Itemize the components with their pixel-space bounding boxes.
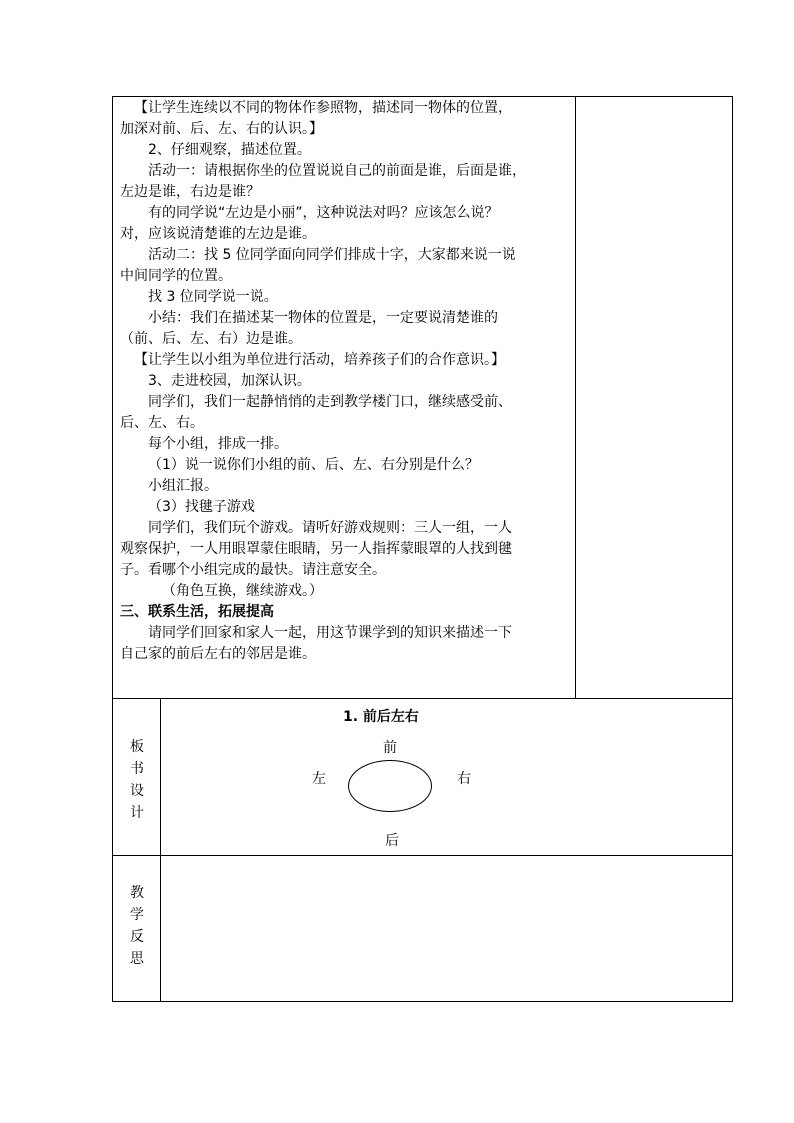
label-char: 书: [130, 761, 144, 777]
label-char: 板: [130, 739, 144, 755]
text-line: 找 3 位同学说一说。: [148, 289, 278, 305]
text-line: （角色互换，继续游戏。）: [162, 583, 323, 599]
text-line: 对，应该说清楚谁的左边是谁。: [120, 226, 316, 242]
section-heading: 三、联系生活，拓展提高: [120, 604, 274, 620]
label-char: 计: [130, 805, 144, 821]
text-line: 同学们，我们一起静悄悄的走到教学楼门口，继续感受前、: [148, 394, 512, 410]
label-char: 反: [130, 929, 144, 945]
text-line: 小组汇报。: [148, 478, 218, 494]
label-char: 思: [130, 951, 144, 967]
label-char: 教: [130, 885, 144, 901]
text-line: 活动一：请根据你坐的位置说说自己的前面是谁，后面是谁，: [148, 163, 526, 179]
board-ellipse: [348, 760, 432, 812]
text-line: 活动二：找 5 位同学面向同学们排成十字，大家都来说一说: [148, 247, 516, 263]
text-line: 观察保护，一人用眼罩蒙住眼睛，另一人指挥蒙眼罩的人找到毽: [120, 541, 512, 557]
row-divider-2: [112, 855, 733, 856]
text-line: 后、左、右。: [120, 415, 204, 431]
text-line: 3、走进校园，加深认识。: [148, 373, 311, 389]
text-line: 同学们，我们玩个游戏。请听好游戏规则：三人一组，一人: [148, 520, 512, 536]
board-title: 1. 前后左右: [343, 709, 419, 725]
teaching-reflection-label: [113, 882, 161, 970]
row-divider-1: [112, 698, 733, 699]
board-design-label: [113, 736, 161, 824]
text-line: （1）说一说你们小组的前、后、左、右分别是什么？: [148, 457, 479, 473]
board-front-label: 前: [383, 740, 397, 756]
text-line: （3）找毽子游戏: [148, 499, 255, 515]
board-back-label: 后: [385, 833, 399, 849]
text-line: 【让学生连续以不同的物体作参照物，描述同一物体的位置，: [134, 100, 512, 116]
text-line: 自己家的前后左右的邻居是谁。: [120, 646, 316, 662]
board-left-label: 左: [312, 771, 326, 787]
text-line: 有的同学说“左边是小丽”，这种说法对吗？应该怎么说？: [148, 205, 499, 221]
label-char: 设: [130, 783, 144, 799]
text-line: 加深对前、后、左、右的认识。】: [120, 121, 323, 137]
board-right-label: 右: [457, 771, 471, 787]
text-line: 请同学们回家和家人一起，用这节课学到的知识来描述一下: [148, 625, 512, 641]
text-line: 子。看哪个小组完成的最快。请注意安全。: [120, 562, 386, 578]
text-line: 左边是谁，右边是谁？: [120, 184, 260, 200]
right-column-divider: [575, 96, 576, 699]
text-line: 【让学生以小组为单位进行活动，培养孩子们的合作意识。】: [134, 352, 505, 368]
text-line: 小结：我们在描述某一物体的位置是，一定要说清楚谁的: [148, 310, 498, 326]
text-line: （前、后、左、右）边是谁。: [120, 331, 302, 347]
text-line: 2、仔细观察，描述位置。: [148, 142, 311, 158]
text-line: 每个小组，排成一排。: [148, 436, 288, 452]
text-line: 中间同学的位置。: [120, 268, 232, 284]
label-char: 学: [130, 907, 144, 923]
